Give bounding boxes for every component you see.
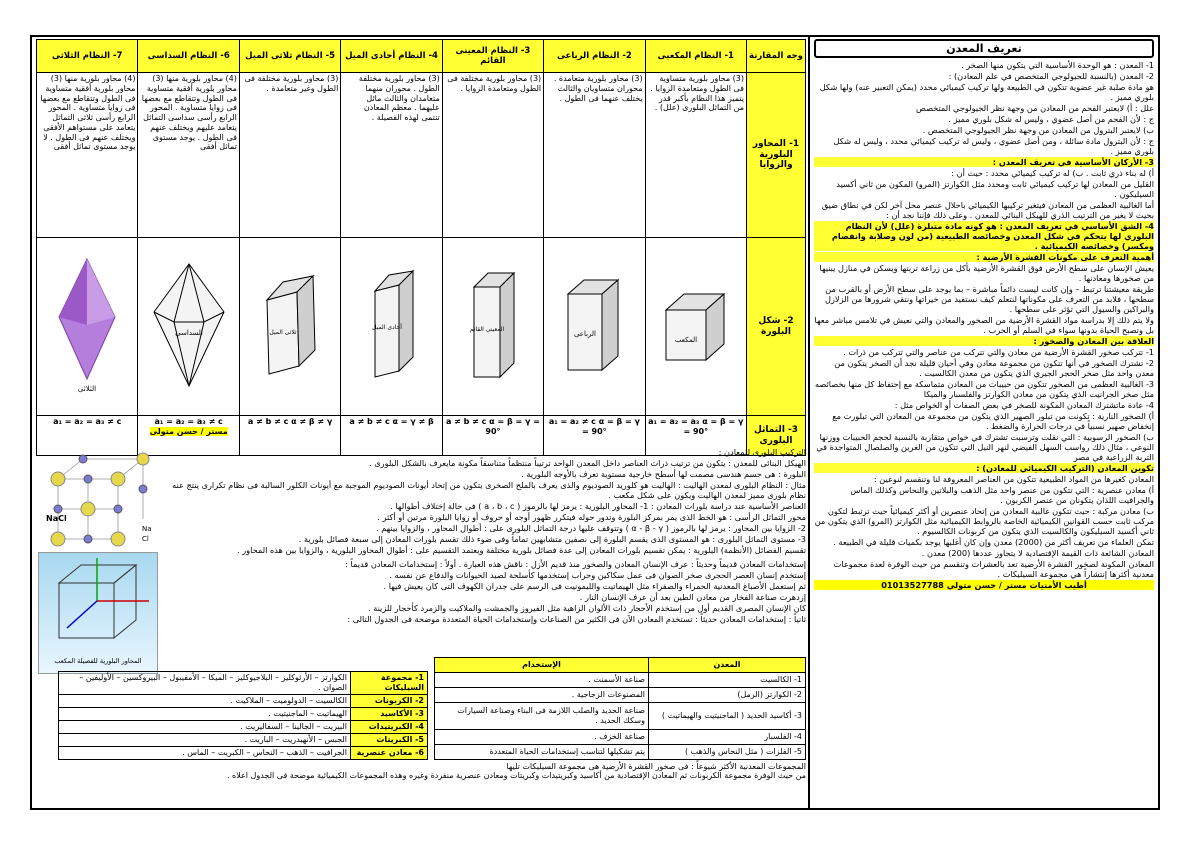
right-line: تمكن العلماء من تعريف أكثر من (2000) معدن وإن كان أغلبها يوجد بكميات قليلة في الطبيعة .	[833, 537, 1154, 548]
right-line: ج : لأن البترول مادة سائلة ، ومن أصل عضوي ، وليس له تركيب كيميائي محدد ، وليس له شكل بلوري مميز .	[833, 136, 1154, 157]
lower-line: ثم إستعمل الأصباغ المعدنية الحمراء والصفراء مثل الهيماتيت والليمونيت فى الرسم على جدران الكهوف التى كان يعيش فيها .	[383, 581, 806, 591]
uses-row	[435, 729, 806, 744]
groups-footer-2: من حيث الوفرة مجموعة الكربونات ثم المعادن الإقتصادية من أكاسيد وكبريتيدات وكبريتات ومعادن عنصرية منفردة وغيره وهذه المجموعات الكيميائية موضحة فى الجدول اعلاه .	[226, 771, 806, 780]
symmetry-cell: a ≠ b ≠ c α = β = γ = 90°	[442, 416, 543, 456]
group-row	[59, 672, 428, 695]
bottom-tables	[36, 657, 806, 780]
groups-footer-1: المجموعات المعدنية الأكثر شيوعاً : فى صخور القشرة الأرضية هى مجموعة السيليكات تليها	[506, 762, 806, 771]
orthorhombic-crystal-image	[442, 238, 543, 416]
shape-label: الرباعى	[574, 330, 597, 339]
uses-cell: يتم تشكيلها لتناسب إستخدامات الحياة المتعددة	[435, 744, 649, 759]
system-header: 5- النظام ثلاثى الميل	[239, 40, 340, 73]
lower-line: البلورة : هى جسم هندسى مصمت لها أسطح خارجية مستوية تعرف بالأوجه البلورية .	[521, 469, 806, 479]
lower-line: إزدهرت صناعة الفخار من معادن الطين بعد أن عرف الإنسان النار .	[579, 592, 806, 602]
right-line: 1- تتركب صخور القشرة الأرضية من معادن والتي تتركب من عناصر والتي تتركب من ذرات .	[843, 347, 1154, 358]
uses-cell: 2- الكوارتز (الرمل)	[649, 688, 806, 703]
lower-line: 3- مستوى التماثل البلورى : هو المستوى الذى يقسم البلورة إلى نصفين متشابهين تماماً وفى ضوء ذلك تقسم بلورات المعادن إلى سبعة فصائل بلورية .	[298, 534, 806, 544]
symmetry-cell: a₁ = a₂ = a₃ α = β = γ = 90°	[645, 416, 746, 456]
group-row	[59, 734, 428, 747]
lower-line: تقسيم الفصائل (الأنظمة) البلورية : يمكن تقسيم بلورات المعادن إلى عدة فصائل بلورية مختلفة ويعتمد التقسيم على : أطوال المحاور البلورية ، والزوايا بين هذه المحاور .	[236, 545, 806, 555]
axes-cell: (3) محاور بلورية متساوية فى الطول ومتعامدة الزوايا . يتميز هذا النظام بأكبر قدر من التماثل البلورى (علل) .	[645, 73, 746, 238]
shape-label: المكعب	[674, 336, 697, 345]
right-line: المعادن كغيرها من المواد الطبيعية تتكون من العناصر المعروفة لنا وتنقسم لنوعين :	[873, 474, 1154, 485]
right-line: طريقة معيشتنا ترتبط – وإن كانت ليست دائماً مباشرة – بما يوجد على سطح الأرض أو بالقرب من سطحها ، فلابد من التعرف على مكوناتها لنتعلم كيف نستفيد من خيراتها ونتقي شرورها من الزلازل والبراكين والسيول التي تؤثر على سطحها .	[825, 284, 1154, 315]
lower-line: إستخدم إنسان العصر الحجرى صخر الصوان فى عمل سكاكين وحراب إستخدمها كأسلحة لصيد الحيوانات والدفاع عن نفسه .	[389, 570, 806, 580]
uses-cell: 1- الكالسيت	[649, 673, 806, 688]
right-line: 1- المعدن : هو الوحدة الأساسية التي يتكون منها الصخر .	[961, 60, 1154, 71]
group-cell: الكالسيت – الدولوميت – الملاكيت .	[59, 695, 351, 708]
group-cell: الهيماتيت – الماجنيتيت .	[59, 708, 351, 721]
uses-row	[435, 673, 806, 688]
right-line: أما الغالبية العظمى من المعادن فيتغير تركيبها الكيميائي باحلال عنصر محل آخر لكن في نطاق ضيق بحيث لا يغير من الترتيب الذري للهيكل البنائي للمعدن . وعلى ذلك فإننا نجد أن :	[821, 200, 1154, 221]
lower-line: 2- الزوايا بين المحاور : يرمز لها بالرموز ( α - β - γ ) وتتوقف عليها درجة التماثل البلورى على : أطوال المحاور ، والزوايا بينهم .	[376, 523, 806, 533]
right-line: أ) الصخور النارية : تكونت من تبلور الصهير الذي يتكون من مجموعة من المعادن التي تبلورت مع إنخفاض صهير نسبياً في درجات الحرارة والضغط .	[832, 411, 1154, 432]
row-label-shape: 2- شكل البلورة	[747, 238, 806, 416]
right-line: أ) معادن عنصرية : التي تتكون من عنصر واحد مثل الذهب والبلاتين والنحاس وكذلك الماس والجرافيت اللذان يتكونان من عنصر الكربون .	[850, 485, 1154, 506]
lower-line: كان الإنسان المصرى القديم أول من إستخدم الأحجار ذات الألوان الزاهية مثل الفيروز والجمشت والملاكيت والزمرد كأحجار للزينة .	[367, 603, 806, 613]
right-line: أهمية التعرف على مكونات القشرة الأرضية :	[814, 252, 1154, 262]
axes-cell: (3) محاور بلورية مختلفة فى الطول ومتعامدة الزوايا .	[442, 73, 543, 238]
shape-label: السداسى	[174, 329, 203, 338]
groups-table	[58, 671, 428, 760]
group-row	[59, 708, 428, 721]
uses-cell: صناعة الحديد والصلب اللازمة فى البناء وصناعة السيارات وسكك الحديد .	[435, 703, 649, 730]
lower-line: العناصر الأساسية عند دراسة بلورات المعادن : 1- المحاور البلورية : يرمز لها بالرموز ( a ، b ، c ) فى حالة إختلاف أطوالها .	[390, 501, 806, 511]
group-cell: الجبس – الأنهيدريت – الباريت .	[59, 734, 351, 747]
right-line: أ) له بناء ذري ثابت . ب) له تركيب كيميائي محدد : حيث أن :	[951, 168, 1154, 179]
monoclinic-crystal-image	[341, 238, 442, 416]
row-label-symmetry: 3- التماثل البلورى	[747, 416, 806, 456]
lower-line: الهيكل البنائى للمعدن : يتكون من ترتيب ذرات العناصر داخل المعدن الواحد ترتيباً منتظماً متناسقاً مكونة مايعرف بالشكل البلورى .	[369, 458, 806, 468]
system-header: 4- النظام أحادى الميل	[341, 40, 442, 73]
right-title: تعريف المعدن	[814, 39, 1154, 58]
cubic-axes-caption: المحاور البلورية للفصيلة المكعب	[54, 657, 142, 665]
nacl-label: NaCl	[46, 514, 67, 523]
cubic-crystal-image	[645, 238, 746, 416]
uses-cell: صناعة الأسمنت .	[435, 673, 649, 688]
lower-line: التركيب البلورى للمعادن :	[718, 447, 806, 457]
cubic-axes-figure	[38, 552, 158, 674]
right-line: 3- الأركان الأساسية في تعريف المعدن :	[814, 157, 1154, 167]
right-line: 2- تشترك الصخور في أنها تتكون من مجموعة معادن وفي أحيان قليلة نجد أن الصخر يتكون من معدن واحد مثل صخر الحجر الجيري الذي يتكون من معدن الكالسيت .	[834, 358, 1154, 379]
cl-label: Cl	[142, 535, 149, 543]
axes-cell: (4) محاور بلورية منها (3) محاور بلورية أفقية متساوية فى الطول وتتقاطع مع بعضها فى زوايا متساوية . المحور الرابع رأسى سداسى التماثل يتعامد عليهم ويختلف عنهم فى الطول . يوجد مستوى تماثل أفقى	[138, 73, 239, 238]
group-cell: الجرافيت – الذهب – النحاس – الكبريت – الماس .	[59, 747, 351, 760]
uses-h2: الإستخدام	[435, 658, 649, 673]
symmetry-cell: a₁ = a₂ ≠ c α = β = γ = 90°	[544, 416, 645, 456]
compare-header: وجه المقارنة	[747, 40, 806, 73]
right-line: ب) الصخور الرسوبية : التي نقلت وترسبت تشترك في خواص متقاربة بالنسبة لحجم الحبيبات ووزنها النوعي ، مثال ذلك رواسب السهل الفيضي لنهر النيل التي تتكون من الغرين والصلصال المتواجدة في التربة الزراعية في مصر	[816, 432, 1154, 463]
right-line: ب) معادن مركبة : حيث تتكون غالبية المعادن من إتحاد عنصرين أو أكثر كيميائياً حيث ترتبط لتكون مركب ثابت حسب القوانين الكيميائية الخاصة بالروابط الكيميائية مثل الكوارتز (المرو) الذي يتكون من ثاني أكسيد السيليكون والكالسيت الذي يتكون من كربونات الكالسيوم .	[814, 506, 1154, 537]
lower-line: إستخدامات المعادن قديماً وحديثاً : عرف الإنسان المعادن والصخور منذ قديم الأزل : ناقش هذه العبارة . أولاً : إستخدامات المعادن قديماً :	[345, 559, 806, 569]
right-line: أطيب الأمنيات مستر / حسن متولي 01013527788	[814, 580, 1154, 590]
right-line: القليل من المعادن لها تركيب كيميائي ثابت ومحدد مثل الكوارتز (المرو) المكون من ثاني أكسيد السيليكون .	[836, 179, 1154, 200]
right-line: العلاقة بين المعادن والصخور :	[814, 336, 1154, 346]
right-line: ب) لايعتبر البترول من المعادن من وجهة نظر الجيولوجي المتخصص .	[922, 125, 1154, 136]
uses-table	[434, 657, 806, 760]
symmetry-cell: a ≠ b ≠ c α ≠ β ≠ γ	[239, 416, 340, 456]
right-line: هو مادة صلبة غير عضوية تتكون في الطبيعة ولها تركيب كيميائي محدد (يمكن التعبير عنه) ولها شكل بلوري مميز .	[819, 82, 1154, 103]
crystal-systems-table	[36, 39, 806, 446]
group-cell: 6- معادن عنصرية	[351, 747, 428, 760]
uses-h1: المعدن	[649, 658, 806, 673]
group-cell: 3- الأكاسيد	[351, 708, 428, 721]
right-line: 2- المعدن (بالنسبة للجيولوجي المتخصص في علم المعادن) :	[948, 71, 1154, 82]
group-cell: 2- الكربونات	[351, 695, 428, 708]
system-header: 6- النظام السداسى	[138, 40, 239, 73]
hexagonal-crystal-image	[138, 238, 239, 416]
group-row	[59, 721, 428, 734]
right-line: تكوين المعادن (التركيب الكيميائي للمعادن) :	[814, 463, 1154, 473]
right-line: 4- الشق الأساسي في تعريف المعدن : هو كونه مادة متبلرة (علل) لأن النظام البلوري لها يتحكم في شكل المعدن وخصائصه الطبيعية (من لون وصلابة وانفصام ومكسر) وخصائصه الكيميائية .	[814, 221, 1154, 251]
group-cell: 1- مجموعة السيليكات	[351, 672, 428, 695]
right-line: المعادن الشائعة ذات القيمة الإقتصادية لا يتجاوز عددها (200) معدن .	[921, 548, 1154, 559]
axes-cell: (3) محاور بلورية مختلفة الطول . محوران منهما متعامدان والثالث مائل عليهما . معظم المعادن تنتمى لهذه الفصيلة .	[341, 73, 442, 238]
trigonal-crystal-image	[37, 238, 138, 416]
group-cell: الكوارتز – الأرثوكليز – البلاجيوكليز – الميكا – الأمفيبول – البيروكسين – الأوليفين – الصوان .	[59, 672, 351, 695]
lower-lines	[166, 447, 806, 624]
right-line: ولا يتم ذلك إلا بدراسة مواد القشرة الأرضية من الصخور والمعادن والتي نعيش في تلامس مباشر معها بل وتصبح الحياة بدونها سواء في السلم أو الحرب .	[814, 315, 1154, 336]
symmetry-cell: a ≠ b ≠ c α = γ ≠ β	[341, 416, 442, 456]
uses-cell: 4- الفلسبار	[649, 729, 806, 744]
uses-cell: المصنوعات الزجاجية .	[435, 688, 649, 703]
shape-label: ثلاثى الميل	[269, 329, 297, 337]
right-lines	[814, 60, 1154, 590]
uses-row	[435, 744, 806, 759]
shape-label: المعينى القائم	[469, 326, 505, 334]
na-label: Na	[142, 525, 152, 533]
symmetry-cell: a₁ = a₂ = a₃ ≠ c	[37, 416, 138, 456]
group-cell: البيريت – الجالينا – السفاليريت .	[59, 721, 351, 734]
system-header: 1- النظام المكعبى	[645, 40, 746, 73]
group-row	[59, 695, 428, 708]
credit: مستر / حسن متولى	[149, 426, 228, 436]
symmetry-formula: a₁ = a₂ = a₃ ≠ c	[154, 417, 223, 426]
worksheet	[30, 35, 1160, 810]
triclinic-crystal-image	[239, 238, 340, 416]
axes-cell: (4) محاور بلورية منها (3) محاور بلورية أفقية متساوية فى الطول وتتقاطع مع بعضها فى زوايا متساوية . المحور الرابع رأسى ثلاثى التماثل يتعامد على مستواهم الأفقى ويختلف عنهم فى الطول . لا يوجد مستوى تماثل أفقى	[37, 73, 138, 238]
shape-label: الثلاثى	[78, 385, 97, 394]
right-line: ج : لأن الفحم من أصل عضوي ، وليس له شكل بلوري مميز .	[948, 114, 1154, 125]
right-column	[808, 37, 1158, 808]
uses-row	[435, 703, 806, 730]
tetragonal-crystal-image	[544, 238, 645, 416]
system-header: 7- النظام الثلاثى	[37, 40, 138, 73]
shape-label: أحادى الميل	[371, 324, 402, 332]
halite-figure	[38, 449, 158, 569]
right-line: علل : أ) لايعتبر الفحم من المعادن من وجهة نظر الجيولوجي المتخصص	[916, 103, 1154, 114]
uses-cell: صناعة الخزف .	[435, 729, 649, 744]
uses-cell: 5- الفلزات ( مثل النحاس والذهب )	[649, 744, 806, 759]
row-label-axes: 1- المحاور البلورية والزوايا	[747, 73, 806, 238]
system-header: 2- النظام الرباعى	[544, 40, 645, 73]
right-line: 4- عادة ماتشترك المعادن المكونة للصخر في بعض الصفات أو الخواص مثل :	[894, 400, 1154, 411]
lower-line: ثانياً : إستخدامات المعادن حديثاً : تستخدم المعادن الآن فى الكثير من الصناعات وإستخدامات الحياة المتعددة موضحة فى الجدول التالى :	[347, 614, 806, 624]
group-row	[59, 747, 428, 760]
system-header: 3- النظام المعينى القائم	[442, 40, 543, 73]
axes-cell: (3) محاور بلورية متعامدة . محوران متساويان والثالث يختلف عنهما فى الطول .	[544, 73, 645, 238]
lower-line: مثال : النظام البلورى لمعدن الهاليت : الهاليت هو كلوريد الصوديوم والذى يعرف بالملح الصخرى يتكون من إتحاد أيونات الصوديوم الموجبة مع أيونات الكلور السالبة فى نظام تكرارى ينتج عنه نظام بلورى مميز لمعدن الهاليت ويكون على شكل مكعب .	[172, 480, 806, 500]
right-line: يعيش الإنسان على سطح الأرض فوق القشرة الأرضية بأكل من زراعة تربتها ويسكن في منازل يبنيها من صخورها ومعادنها .	[819, 263, 1154, 284]
lower-line: محور التماثل الرأسى : هو الخط الذى يمر بمركز البلورة وتدور حوله فيتكرر ظهور أوجه أو حروف أو زوايا البلورة مرتين أو أكثر .	[377, 512, 806, 522]
axes-cell: (3) محاور بلورية مختلفة فى الطول وغير متعامدة .	[239, 73, 340, 238]
right-line: 3- الغالبية العظمى من الصخور تتكون من حبيبات من المعادن متماسكة مع إحتفاظ كل منها بخصائصه مثل صخر الجرانيت الذي يتكون من معادن الكوارتز والفلسبار والميكا	[815, 379, 1154, 400]
group-cell: 4- الكبريتيدات	[351, 721, 428, 734]
right-line: المعادن المكونة لصخور القشرة الأرضية تعد بالعشرات وتنقسم من حيث الوفرة لعدة مجموعات معدنية أكثرها إنتشاراً هي مجموعة السيليكات .	[833, 559, 1154, 580]
group-cell: 5- الكبريتات	[351, 734, 428, 747]
uses-row	[435, 688, 806, 703]
uses-cell: 3- أكاسيد الحديد ( الماجنيتيت والهيماتيت )	[649, 703, 806, 730]
